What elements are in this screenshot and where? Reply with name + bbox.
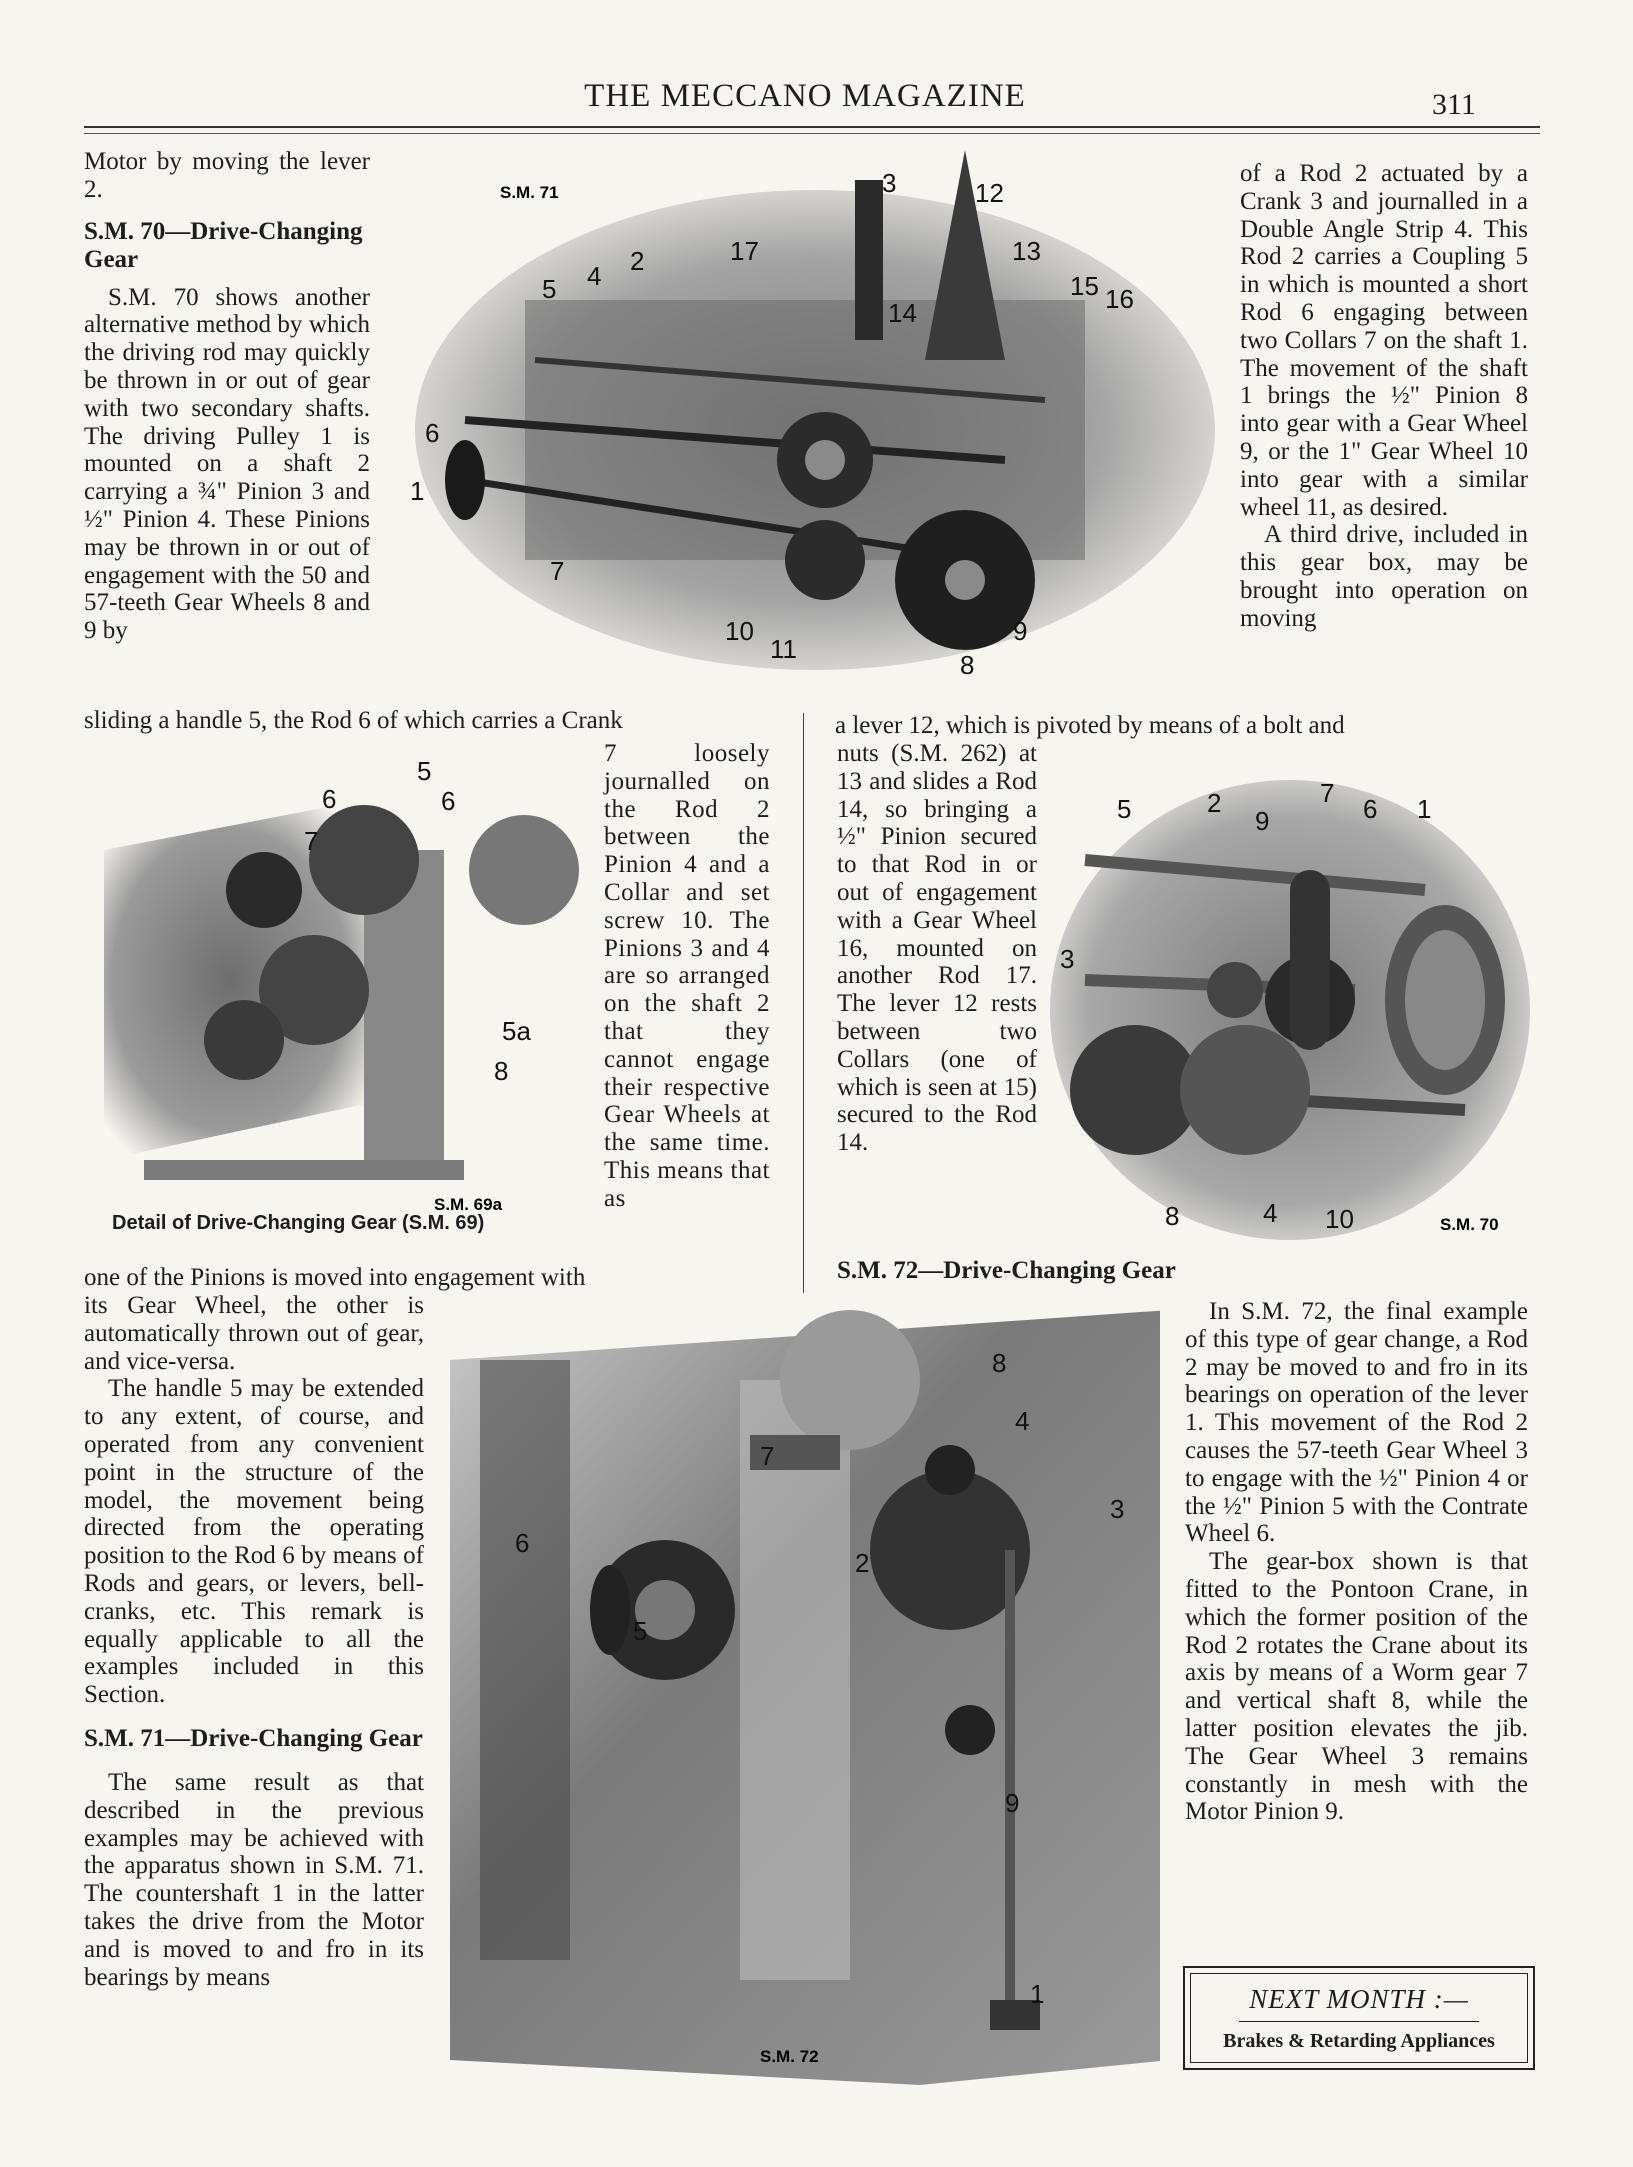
photo-sm72 bbox=[450, 1300, 1160, 2085]
sm70-label: 7 bbox=[1320, 778, 1335, 808]
next-month-rule bbox=[1239, 2021, 1479, 2022]
pontoon-crane-paragraph: The gear-box shown is that fitted to the Pontoon Crane, in which the former position of the Rod 2 rotates the Crane about its axis by means of a Worm gear 7 and vertical shaft 8, while the latter position elevates the jib. The Gear Wheel 3 remains constantly in mesh with the Motor Pinion 9. bbox=[1185, 1548, 1528, 1826]
third-drive-text: A third drive, included in this gear box, may be brought into operation on moving bbox=[1240, 521, 1528, 632]
sm70-label: 2 bbox=[1207, 788, 1222, 818]
sm72-label: 8 bbox=[992, 1348, 1007, 1378]
lever-line: a lever 12, which is pivoted by means of a bolt and bbox=[835, 712, 1345, 739]
sm71-label: 3 bbox=[882, 168, 897, 198]
sm70-label: 1 bbox=[1417, 794, 1432, 824]
sm71-label: 8 bbox=[960, 650, 975, 680]
column-right-top bbox=[1240, 160, 1528, 633]
next-month-subtitle: Brakes & Retarding Appliances bbox=[1223, 2030, 1495, 2052]
photo-sm71 bbox=[405, 140, 1225, 700]
sm71-label: 2 bbox=[630, 246, 645, 276]
column-right-middle: nuts (S.M. 262) at 13 and slides a Rod 14, so bringing a ½" Pinion secured to that Rod in or out of engagement with a Gear Wheel 16, mounted on another Rod 17. The lever 12 rests between two Collars (one of which is seen at 15) secured to the Rod 14. bbox=[837, 740, 1037, 1157]
sm71-illustration bbox=[405, 140, 1225, 700]
caption-sm69a: S.M. 69a bbox=[434, 1195, 503, 1214]
sm71-label: 4 bbox=[587, 261, 602, 291]
sm72-label: 3 bbox=[1110, 1494, 1125, 1524]
sm71-label: 15 bbox=[1070, 271, 1099, 301]
caption-sm70: S.M. 70 bbox=[1440, 1215, 1499, 1234]
sm70-label: 4 bbox=[1263, 1198, 1278, 1228]
column-right-bottom bbox=[1185, 1298, 1528, 1826]
next-month-box bbox=[1183, 1966, 1535, 2070]
sm71-label: 14 bbox=[888, 298, 917, 328]
intro-text: Motor by moving the lever 2. bbox=[84, 148, 370, 203]
sm71-label: 17 bbox=[730, 236, 759, 266]
sm72-label: 5 bbox=[633, 1616, 648, 1646]
sm71-label: 13 bbox=[1012, 236, 1041, 266]
sm71-label: 6 bbox=[425, 418, 440, 448]
header-rule-thin bbox=[84, 133, 1540, 134]
sm71-label: 12 bbox=[975, 178, 1004, 208]
sm72-label: 7 bbox=[760, 1441, 775, 1471]
photo-sm69a bbox=[84, 740, 604, 1220]
engagement-line: one of the Pinions is moved into engagement with bbox=[84, 1264, 586, 1291]
photo-sm70 bbox=[1045, 760, 1535, 1240]
sm71-paragraph: The same result as that described in the previous examples may be achieved with the apparatus shown in S.M. 71. The countershaft 1 in the latter takes the drive from the Motor and is moved to and fro in its bearings by means bbox=[84, 1768, 424, 1991]
sm72-label: 9 bbox=[1005, 1788, 1020, 1818]
page-number: 311 bbox=[1432, 88, 1476, 121]
sm69a-label: 6 bbox=[441, 786, 456, 816]
sm71-label: 1 bbox=[410, 476, 425, 506]
caption-sm69-detail: Detail of Drive-Changing Gear (S.M. 69) bbox=[112, 1212, 485, 1234]
sm70-label: 10 bbox=[1325, 1204, 1354, 1234]
sm70-label: 6 bbox=[1363, 794, 1378, 824]
sm69a-label: 6 bbox=[322, 784, 337, 814]
next-month-title: NEXT MONTH :— bbox=[1249, 1984, 1469, 2014]
sm72-label: 1 bbox=[1030, 1979, 1045, 2009]
sm71-label: 16 bbox=[1105, 284, 1134, 314]
sm71-label: 10 bbox=[725, 616, 754, 646]
column-left-bottom bbox=[84, 1292, 424, 1991]
heading-sm71: S.M. 71—Drive-Changing Gear bbox=[84, 1724, 423, 1752]
caption-sm71: S.M. 71 bbox=[500, 183, 559, 202]
sm72-label: 4 bbox=[1015, 1406, 1030, 1436]
caption-sm72: S.M. 72 bbox=[760, 2047, 819, 2066]
sm71-label: 9 bbox=[1013, 616, 1028, 646]
sm71-label: 7 bbox=[550, 556, 565, 586]
sm71-continued: of a Rod 2 actuated by a Crank 3 and journalled in a Double Angle Strip 4. This Rod 2 carries a Coupling 5 in which is mounted a short Rod 6 engaging between two Collars 7 on the shaft 1. The movement of the shaft 1 brings the ½" Pinion 8 into gear with a Gear Wheel 9, or the 1" Gear Wheel 10 into gear with a similar wheel 11, as desired. bbox=[1240, 160, 1528, 521]
sm70-label: 9 bbox=[1255, 806, 1270, 836]
column-middle: 7 loosely journalled on the Rod 2 between the Pinion 4 and a Collar and set screw 10. The Pinions 3 and 4 are so arranged on the shaft 2 that they cannot engage their respective Gear Wheels at the same time. This means that as bbox=[604, 740, 770, 1212]
sm70-paragraph: S.M. 70 shows another alternative method by which the driving rod may quickly be thrown in or out of gear with two secondary shafts. The driving Pulley 1 is mounted on a shaft 2 carrying a ¾" Pinion 3 and ½" Pinion 4. These Pinions may be thrown in or out of engagement with the 50 and 57-teeth Gear Wheels 8 and 9 by bbox=[84, 283, 370, 645]
heading-sm72: S.M. 72—Drive-Changing Gear bbox=[837, 1257, 1176, 1284]
column-divider bbox=[803, 713, 804, 1293]
sm72-label: 6 bbox=[515, 1528, 530, 1558]
sm70-label: 5 bbox=[1117, 794, 1132, 824]
sm71-label: 5 bbox=[542, 274, 557, 304]
sm69a-label: 8 bbox=[494, 1056, 509, 1086]
sm70-label: 3 bbox=[1060, 944, 1075, 974]
sm69a-label: 5a bbox=[502, 1016, 531, 1046]
vice-versa-paragraph: its Gear Wheel, the other is automatically thrown out of gear, and vice-versa. bbox=[84, 1292, 424, 1375]
magazine-title: THE MECCANO MAGAZINE bbox=[584, 78, 1026, 114]
sm69a-label: 5 bbox=[417, 756, 432, 786]
sm71-label: 11 bbox=[770, 634, 797, 664]
sm70-label: 8 bbox=[1165, 1201, 1180, 1231]
heading-sm70: S.M. 70—Drive-Changing Gear bbox=[84, 217, 363, 273]
column-left-top bbox=[84, 148, 370, 645]
sm69a-label: 7 bbox=[304, 826, 319, 856]
sm72-paragraph: In S.M. 72, the final example of this type of gear change, a Rod 2 may be moved to and fro in its bearings on operation of the lever 1. This movement of the Rod 2 causes the 57-teeth Gear Wheel 3 to engage with the ½" Pinion 4 or the ½" Pinion 5 with the Contrate Wheel 6. bbox=[1185, 1298, 1528, 1548]
handle-paragraph: The handle 5 may be extended to any extent, of course, and operated from any convenient point in the structure of the model, the movement being directed from the operating position to the Rod 6 by means of Rods and gears, or levers, bell-cranks, etc. This remark is equally applicable to all the examples included in this Section. bbox=[84, 1375, 424, 1709]
sm70-continued-line: sliding a handle 5, the Rod 6 of which carries a Crank bbox=[84, 707, 623, 734]
sm72-label: 2 bbox=[855, 1548, 870, 1578]
header-rule bbox=[84, 126, 1540, 128]
